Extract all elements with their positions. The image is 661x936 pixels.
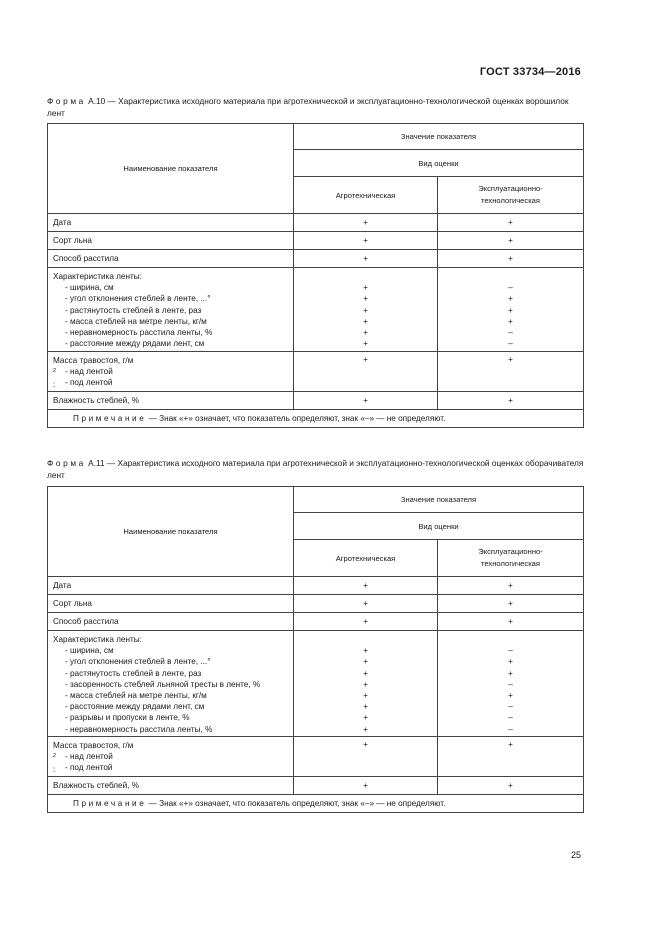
- col-header-value: Значение показателя: [294, 124, 584, 150]
- tape-item: - неравномерность расстила ленты, %: [65, 327, 213, 337]
- tape-expl-value: +: [508, 657, 513, 667]
- grass-item: - над лентой: [65, 752, 113, 762]
- tape-expl-value: +: [508, 294, 513, 304]
- col-header-value: Значение показателя: [294, 487, 584, 513]
- tape-expl-value: –: [508, 339, 513, 349]
- col-header-expl-line2: технологическая: [480, 196, 541, 205]
- table-row: [48, 577, 584, 595]
- form-caption-text: А.11 — Характеристика исходного материала при агротехнической и эксплуатационно-технологической оценках оборачивателя лент: [47, 458, 584, 480]
- tape-item: - растянутость стеблей в ленте, раз: [65, 305, 202, 315]
- row-expl: +: [438, 232, 584, 250]
- note-row: [48, 410, 584, 428]
- grass-expl: +: [438, 737, 584, 777]
- row-agro: +: [294, 214, 438, 232]
- tape-agro-value: +: [363, 668, 368, 678]
- row-name: Влажность стеблей, %: [48, 392, 294, 410]
- note: Примечание — Знак «+» означает, что показатель определяют, знак «–» — не определяют.: [48, 795, 584, 813]
- grass-expl: +: [438, 352, 584, 392]
- col-header-agro: Агротехническая: [294, 540, 438, 577]
- grass-names: [48, 352, 294, 392]
- col-header-expl: [438, 177, 584, 214]
- tape-agro-value: +: [363, 327, 368, 337]
- row-name: Дата: [48, 577, 294, 595]
- tape-expl-value: –: [508, 327, 513, 337]
- tape-agro-value: +: [363, 316, 368, 326]
- row-expl: +: [438, 214, 584, 232]
- tape-agro: [294, 631, 438, 737]
- col-header-expl-line1: Эксплуатационно-: [478, 184, 543, 193]
- note-row: [48, 795, 584, 813]
- row-name: Сорт льна: [48, 232, 294, 250]
- tape-names: [48, 631, 294, 737]
- table-row: [48, 777, 584, 795]
- table-row-tape: [48, 268, 584, 352]
- form-caption-text: А.10 — Характеристика исходного материала при агротехнической и эксплуатационно-технологической оценках ворошилок лент: [47, 96, 569, 118]
- note: Примечание — Знак «+» означает, что показатель определяют, знак «–» — не определяют.: [48, 410, 584, 428]
- tape-expl-value: +: [508, 690, 513, 700]
- table-row: [48, 214, 584, 232]
- tape-agro-value: +: [363, 305, 368, 315]
- col-header-expl: [438, 540, 584, 577]
- row-name: Способ расстила: [48, 250, 294, 268]
- tape-agro-value: +: [363, 294, 368, 304]
- row-agro: +: [294, 613, 438, 631]
- table-row: [48, 250, 584, 268]
- tape-expl-value: +: [508, 305, 513, 315]
- tape-title: Характеристика ленты:: [53, 635, 142, 644]
- form-caption-word: Форма: [47, 96, 86, 106]
- tape-expl: [438, 631, 584, 737]
- form-table: [47, 123, 584, 428]
- grass-item: - над лентой: [65, 367, 113, 377]
- grass-title: Масса травостоя, г/м $^2$ :: [53, 741, 134, 775]
- col-header-expl-line2: технологическая: [480, 559, 541, 568]
- tape-expl: [438, 268, 584, 352]
- grass-names: [48, 737, 294, 777]
- row-expl: +: [438, 577, 584, 595]
- tape-agro-value: +: [363, 702, 368, 712]
- tape-expl-value: –: [508, 724, 513, 734]
- tape-title: Характеристика ленты:: [53, 272, 142, 281]
- row-name: Способ расстила: [48, 613, 294, 631]
- tape-item: - расстояние между рядами лент, см: [65, 702, 205, 712]
- tape-item: - масса стеблей на метре ленты, кг/м: [65, 690, 207, 700]
- table-row-tape: [48, 631, 584, 737]
- row-agro: +: [294, 392, 438, 410]
- tape-expl-value: –: [508, 702, 513, 712]
- row-agro: +: [294, 595, 438, 613]
- grass-agro: +: [294, 737, 438, 777]
- col-header-kind: Вид оценки: [294, 150, 584, 177]
- col-header-expl-line1: Эксплуатационно-: [478, 547, 543, 556]
- row-agro: +: [294, 250, 438, 268]
- tape-agro-value: +: [363, 690, 368, 700]
- row-expl: +: [438, 777, 584, 795]
- table-row-grass: [48, 737, 584, 777]
- tape-item: - угол отклонения стеблей в ленте, ...°: [65, 657, 211, 667]
- tape-agro-value: +: [363, 679, 368, 689]
- table-row: [48, 392, 584, 410]
- row-agro: +: [294, 577, 438, 595]
- tape-agro-value: +: [363, 646, 368, 656]
- table-row: [48, 595, 584, 613]
- tape-agro-value: +: [363, 657, 368, 667]
- tape-agro-value: +: [363, 713, 368, 723]
- standard-number: ГОСТ 33734—2016: [479, 66, 581, 78]
- grass-title: Масса травостоя, г/м $^2$ :: [53, 356, 134, 390]
- grass-agro: +: [294, 352, 438, 392]
- tape-item: - растянутость стеблей в ленте, раз: [65, 668, 202, 678]
- tape-item: - засоренность стеблей льняной тресты в ленте, %: [65, 679, 261, 689]
- tape-names: [48, 268, 294, 352]
- form-caption: [47, 457, 587, 481]
- tape-expl-value: +: [508, 316, 513, 326]
- grass-item: - под лентой: [65, 378, 113, 388]
- col-header-name: Наименование показателя: [48, 487, 294, 577]
- row-expl: +: [438, 613, 584, 631]
- tape-item: - масса стеблей на метре ленты, кг/м: [65, 316, 207, 326]
- col-header-kind: Вид оценки: [294, 513, 584, 540]
- tape-expl-value: –: [508, 283, 513, 293]
- table-row: [48, 232, 584, 250]
- row-agro: +: [294, 232, 438, 250]
- row-agro: +: [294, 777, 438, 795]
- tape-agro: [294, 268, 438, 352]
- tape-item: - угол отклонения стеблей в ленте, ...°: [65, 294, 211, 304]
- row-name: Влажность стеблей, %: [48, 777, 294, 795]
- row-expl: +: [438, 250, 584, 268]
- row-name: Сорт льна: [48, 595, 294, 613]
- tape-item: - расстояние между рядами лент, см: [65, 339, 205, 349]
- page-number: 25: [570, 850, 581, 860]
- tape-expl-value: –: [508, 713, 513, 723]
- col-header-agro: Агротехническая: [294, 177, 438, 214]
- row-expl: +: [438, 392, 584, 410]
- tape-item: - разрывы и пропуски в ленте, %: [65, 713, 190, 723]
- form-caption-word: Форма: [47, 458, 86, 468]
- tape-item: - неравномерность расстила ленты, %: [65, 724, 213, 734]
- tape-item: - ширина, см: [65, 283, 114, 293]
- form-table: [47, 486, 584, 813]
- row-name: Дата: [48, 214, 294, 232]
- tape-agro-value: +: [363, 724, 368, 734]
- row-expl: +: [438, 595, 584, 613]
- grass-item: - под лентой: [65, 763, 113, 773]
- tape-agro-value: +: [363, 339, 368, 349]
- form-caption: [47, 95, 587, 119]
- tape-agro-value: +: [363, 283, 368, 293]
- table-row-grass: [48, 352, 584, 392]
- tape-expl-value: –: [508, 679, 513, 689]
- tape-expl-value: +: [508, 668, 513, 678]
- tape-expl-value: –: [508, 646, 513, 656]
- table-row: [48, 613, 584, 631]
- col-header-name: Наименование показателя: [48, 124, 294, 214]
- tape-item: - ширина, см: [65, 646, 114, 656]
